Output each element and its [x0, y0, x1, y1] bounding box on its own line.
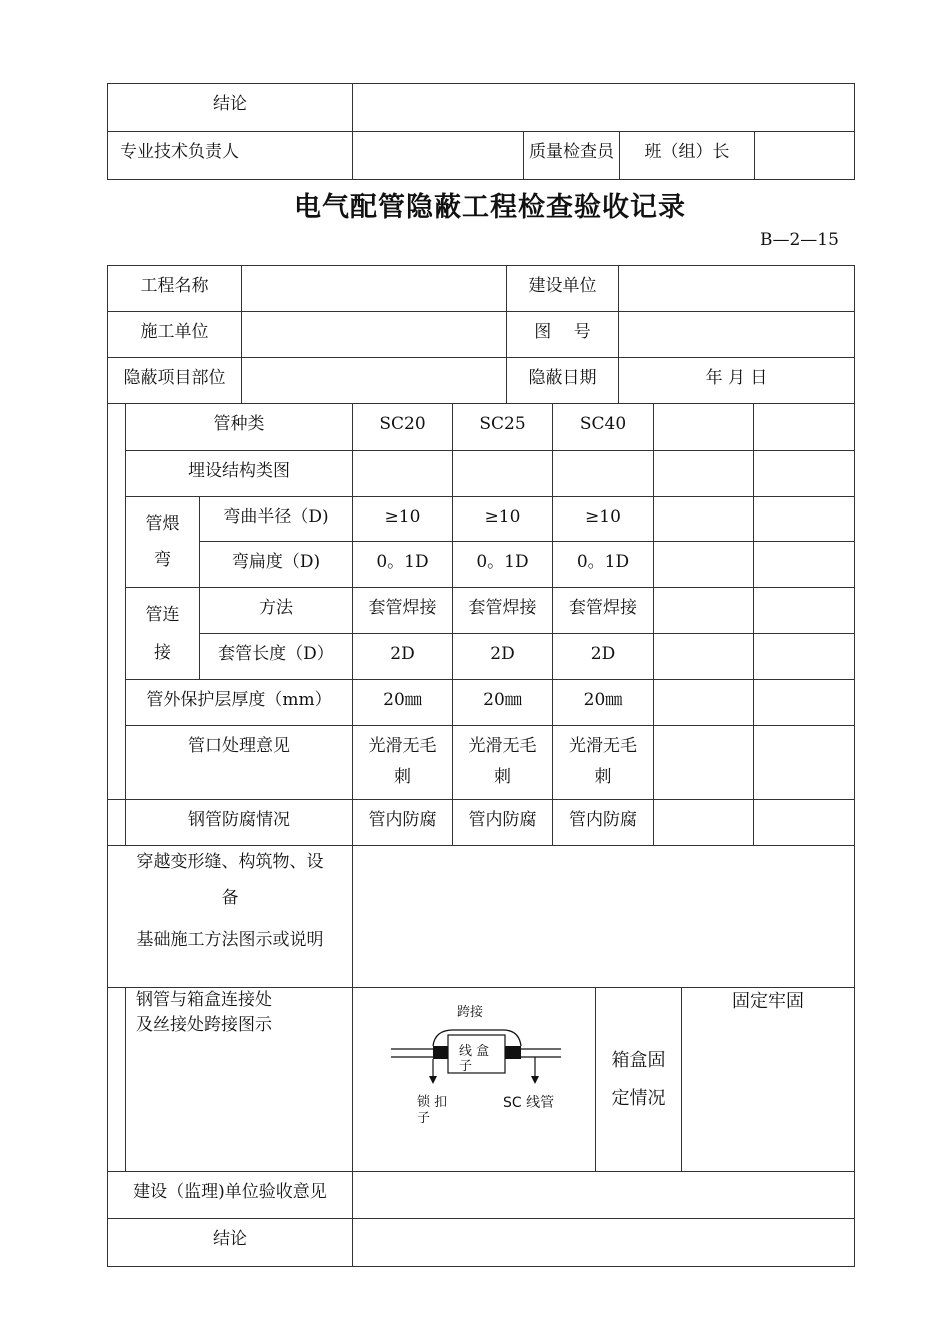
method-4[interactable] [654, 588, 754, 634]
anticorrosion-2: 管内防腐 [453, 800, 553, 846]
bend-radius-3: ≥10 [553, 497, 654, 542]
supervision-value[interactable] [353, 1172, 855, 1219]
anticorrosion-4[interactable] [654, 800, 754, 846]
cover-3: 20㎜ [553, 680, 654, 726]
build-unit-value[interactable] [619, 266, 855, 312]
project-name-label: 工程名称 [108, 266, 242, 312]
method-label: 方法 [200, 588, 353, 634]
bend-radius-4[interactable] [654, 497, 754, 542]
box-conn-label [126, 988, 353, 1172]
drawing-no-value[interactable] [619, 312, 855, 358]
lock-nut-right [505, 1046, 521, 1059]
lower-table [107, 845, 855, 1267]
joint-group-line1: 管连 [145, 604, 180, 625]
concealed-date-label: 隐蔽日期 [507, 358, 619, 404]
drawing-no-label: 图 号 [507, 312, 619, 358]
project-name-value[interactable] [242, 266, 507, 312]
cover-1: 20㎜ [353, 680, 453, 726]
method-3: 套管焊接 [553, 588, 654, 634]
pipe-type-label: 管种类 [126, 404, 353, 451]
method-5[interactable] [754, 588, 855, 634]
top-table [107, 83, 855, 180]
bend-group-line1: 管煨 [145, 514, 180, 534]
box-fix-line1: 箱盒固 [611, 1049, 666, 1071]
supervision-label: 建设（监理)单位验收意见 [108, 1172, 353, 1219]
method-2: 套管焊接 [453, 588, 553, 634]
build-unit-label: 建设单位 [507, 266, 619, 312]
diagram-jumper-label: 跨接 [457, 1005, 484, 1020]
conclusion-label: 结论 [108, 1219, 353, 1267]
page-title: 电气配管隐蔽工程检查验收记录 [294, 192, 686, 223]
sleeve-length-3: 2D [553, 634, 654, 680]
box-conn-line1: 钢管与箱盒连接处 [136, 990, 272, 1010]
flatness-1: 0。1D [353, 542, 453, 588]
team-leader-label: 班（组）长 [620, 132, 755, 180]
pipe-table [107, 403, 855, 846]
anticorrosion-3: 管内防腐 [553, 800, 654, 846]
mouth-5[interactable] [754, 726, 855, 800]
mouth-1: 光滑无毛 刺 [353, 726, 453, 800]
structure-1[interactable] [353, 451, 453, 497]
jumper-diagram [353, 988, 596, 1172]
crossing-line1: 穿越变形缝、构筑物、设 [136, 852, 324, 872]
team-leader-value[interactable] [755, 132, 855, 180]
bend-radius-label: 弯曲半径（D) [200, 497, 353, 542]
margin-col-3 [108, 988, 126, 1172]
flatness-label: 弯扁度（D) [200, 542, 353, 588]
anticorrosion-5[interactable] [754, 800, 855, 846]
top-conclusion-value[interactable] [353, 84, 855, 132]
structure-4[interactable] [654, 451, 754, 497]
bend-radius-5[interactable] [754, 497, 855, 542]
sleeve-length-4[interactable] [654, 634, 754, 680]
pipe-type-4[interactable] [654, 404, 754, 451]
construction-unit-value[interactable] [242, 312, 507, 358]
pipe-type-1: SC20 [353, 404, 453, 451]
margin-col [108, 404, 126, 800]
joint-group-line2: 接 [154, 642, 171, 663]
bend-group-line2: 弯 [154, 550, 171, 570]
lock-nut-left [433, 1046, 448, 1059]
cover-4[interactable] [654, 680, 754, 726]
diagram-lock-line2: 子 [417, 1111, 431, 1126]
box-conn-line2: 及丝接处跨接图示 [136, 1015, 272, 1035]
cover-label: 管外保护层厚度（mm） [126, 680, 353, 726]
inspector-label: 质量检查员 [524, 132, 620, 180]
crossing-value[interactable] [353, 846, 855, 988]
structure-label: 埋设结构类图 [126, 451, 353, 497]
cover-5[interactable] [754, 680, 855, 726]
pipe-type-3: SC40 [553, 404, 654, 451]
structure-2[interactable] [453, 451, 553, 497]
form-code: B—2—15 [760, 230, 839, 250]
structure-3[interactable] [553, 451, 654, 497]
sleeve-length-2: 2D [453, 634, 553, 680]
mouth-4[interactable] [654, 726, 754, 800]
mouth-3: 光滑无毛 刺 [553, 726, 654, 800]
concealed-date-value[interactable]: 年 月 日 [619, 358, 855, 404]
flatness-2: 0。1D [453, 542, 553, 588]
pipe-type-5[interactable] [754, 404, 855, 451]
bend-radius-1: ≥10 [353, 497, 453, 542]
bend-group-label [126, 497, 200, 588]
method-1: 套管焊接 [353, 588, 453, 634]
cover-2: 20㎜ [453, 680, 553, 726]
concealed-part-value[interactable] [242, 358, 507, 404]
tech-lead-label: 专业技术负责人 [108, 132, 353, 180]
diagram-box-line1: 线 盒 [459, 1044, 490, 1059]
crossing-label [108, 846, 353, 988]
mouth-label: 管口处理意见 [126, 726, 353, 800]
sleeve-length-1: 2D [353, 634, 453, 680]
anticorrosion-1: 管内防腐 [353, 800, 453, 846]
box-conn-diagram [353, 988, 596, 1172]
bend-radius-2: ≥10 [453, 497, 553, 542]
sleeve-length-5[interactable] [754, 634, 855, 680]
construction-unit-label: 施工单位 [108, 312, 242, 358]
info-table [107, 265, 855, 404]
structure-5[interactable] [754, 451, 855, 497]
margin-col-2 [108, 800, 126, 846]
diagram-box-line2: 子 [459, 1059, 473, 1074]
flatness-3: 0。1D [553, 542, 654, 588]
box-fix-value: 固定牢固 [682, 988, 855, 1172]
pipe-arrow-head [531, 1076, 539, 1084]
pipe-type-2: SC25 [453, 404, 553, 451]
flatness-5[interactable] [754, 542, 855, 588]
joint-group-label [126, 588, 200, 680]
mouth-2: 光滑无毛 刺 [453, 726, 553, 800]
concealed-part-label: 隐蔽项目部位 [108, 358, 242, 404]
anticorrosion-label: 钢管防腐情况 [126, 800, 353, 846]
flatness-4[interactable] [654, 542, 754, 588]
conclusion-value[interactable] [353, 1219, 855, 1267]
crossing-line3: 基础施工方法图示或说明 [136, 930, 324, 950]
box-fix-label [596, 988, 682, 1172]
sleeve-length-label: 套管长度（D） [200, 634, 353, 680]
box-fix-line2: 定情况 [611, 1087, 666, 1109]
diagram-sc-pipe: SC 线管 [503, 1095, 555, 1111]
diagram-lock-line1: 锁 扣 [417, 1095, 448, 1110]
top-conclusion-label: 结论 [108, 84, 353, 132]
tech-lead-value[interactable] [353, 132, 524, 180]
lock-arrow-head [429, 1076, 437, 1084]
crossing-line2: 备 [221, 888, 239, 908]
